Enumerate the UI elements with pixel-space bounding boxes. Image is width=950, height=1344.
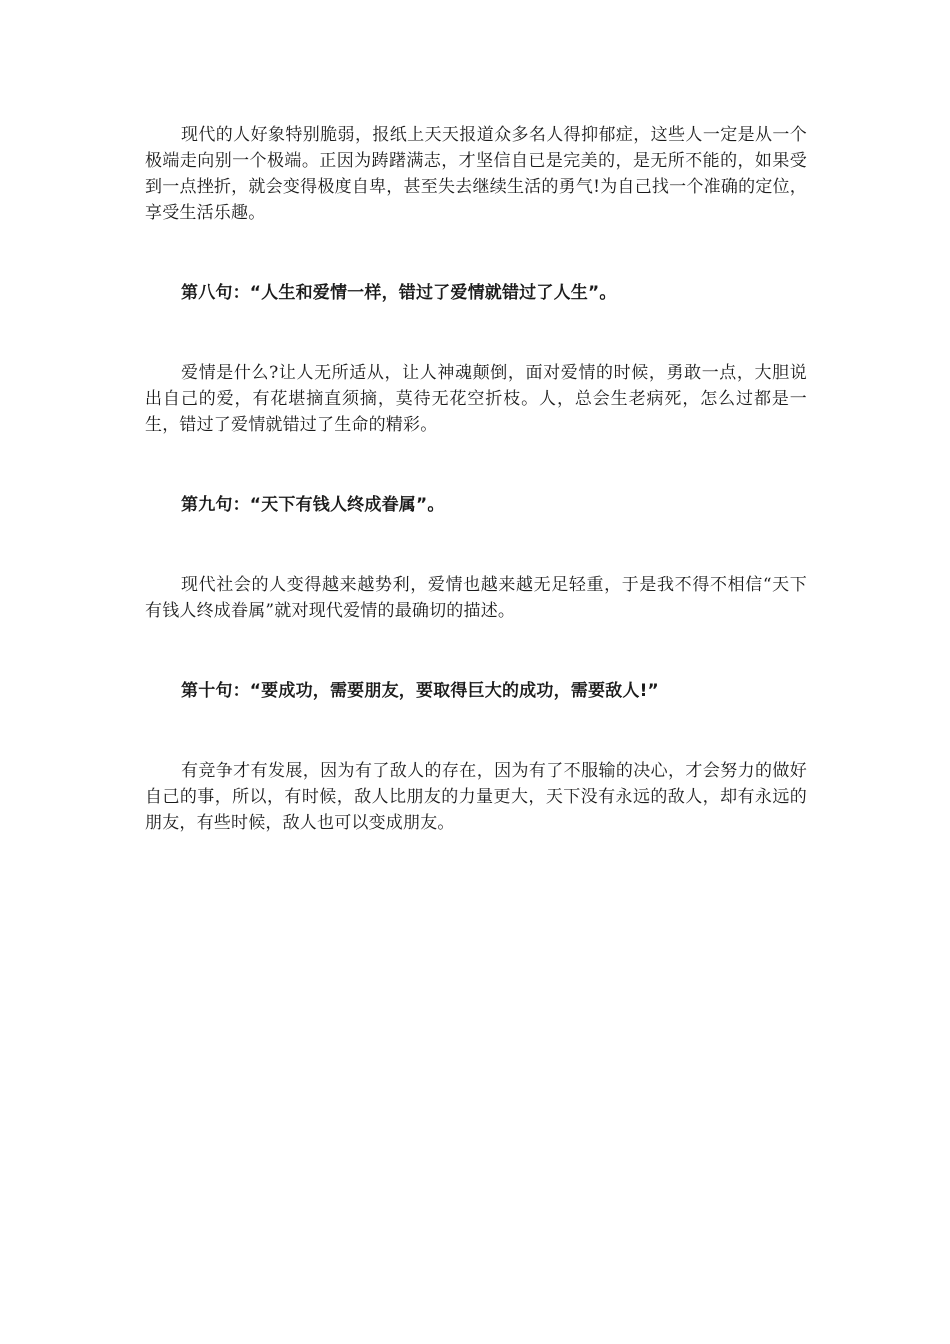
spacer — [145, 438, 807, 492]
paragraph-sentence-10: 有竞争才有发展，因为有了敌人的存在，因为有了不服输的决心，才会努力的做好自己的事，所以，有时候，敌人比朋友的力量更大，天下没有永远的敌人，却有永远的朋友，有些时候，敌人也可以变成朋友。 — [145, 761, 807, 833]
heading-sentence-10: 第十句：“要成功，需要朋友，要取得巨大的成功，需要敌人!” — [181, 681, 659, 701]
heading-sentence-8: 第八句：“人生和爱情一样，错过了爱情就错过了人生”。 — [181, 283, 617, 303]
heading-sentence-9: 第九句：“天下有钱人终成眷属”。 — [181, 495, 445, 515]
paragraph-sentence-9: 现代社会的人变得越来越势利，爱情也越来越无足轻重，于是我不得不相信“天下有钱人终成眷属”就对现代爱情的最确切的描述。 — [145, 575, 807, 621]
spacer — [145, 704, 807, 758]
paragraph-sentence-8: 爱情是什么?让人无所适从，让人神魂颠倒，面对爱情的时候，勇敢一点，大胆说出自己的爱，有花堪摘直须摘，莫待无花空折枝。人，总会生老病死，怎么过都是一生，错过了爱情就错过了生命的精彩。 — [145, 363, 807, 435]
paragraph-intro: 现代的人好象特别脆弱，报纸上天天报道众多名人得抑郁症，这些人一定是从一个极端走向别一个极端。正因为踌躇满志，才坚信自已是完美的，是无所不能的，如果受到一点挫折，就会变得极度自卑，甚至失去继续生活的勇气!为自己找一个准确的定位，享受生活乐趣。 — [145, 125, 807, 223]
spacer — [145, 518, 807, 572]
spacer — [145, 624, 807, 678]
spacer — [145, 306, 807, 360]
spacer — [145, 226, 807, 280]
document-page — [145, 122, 807, 836]
